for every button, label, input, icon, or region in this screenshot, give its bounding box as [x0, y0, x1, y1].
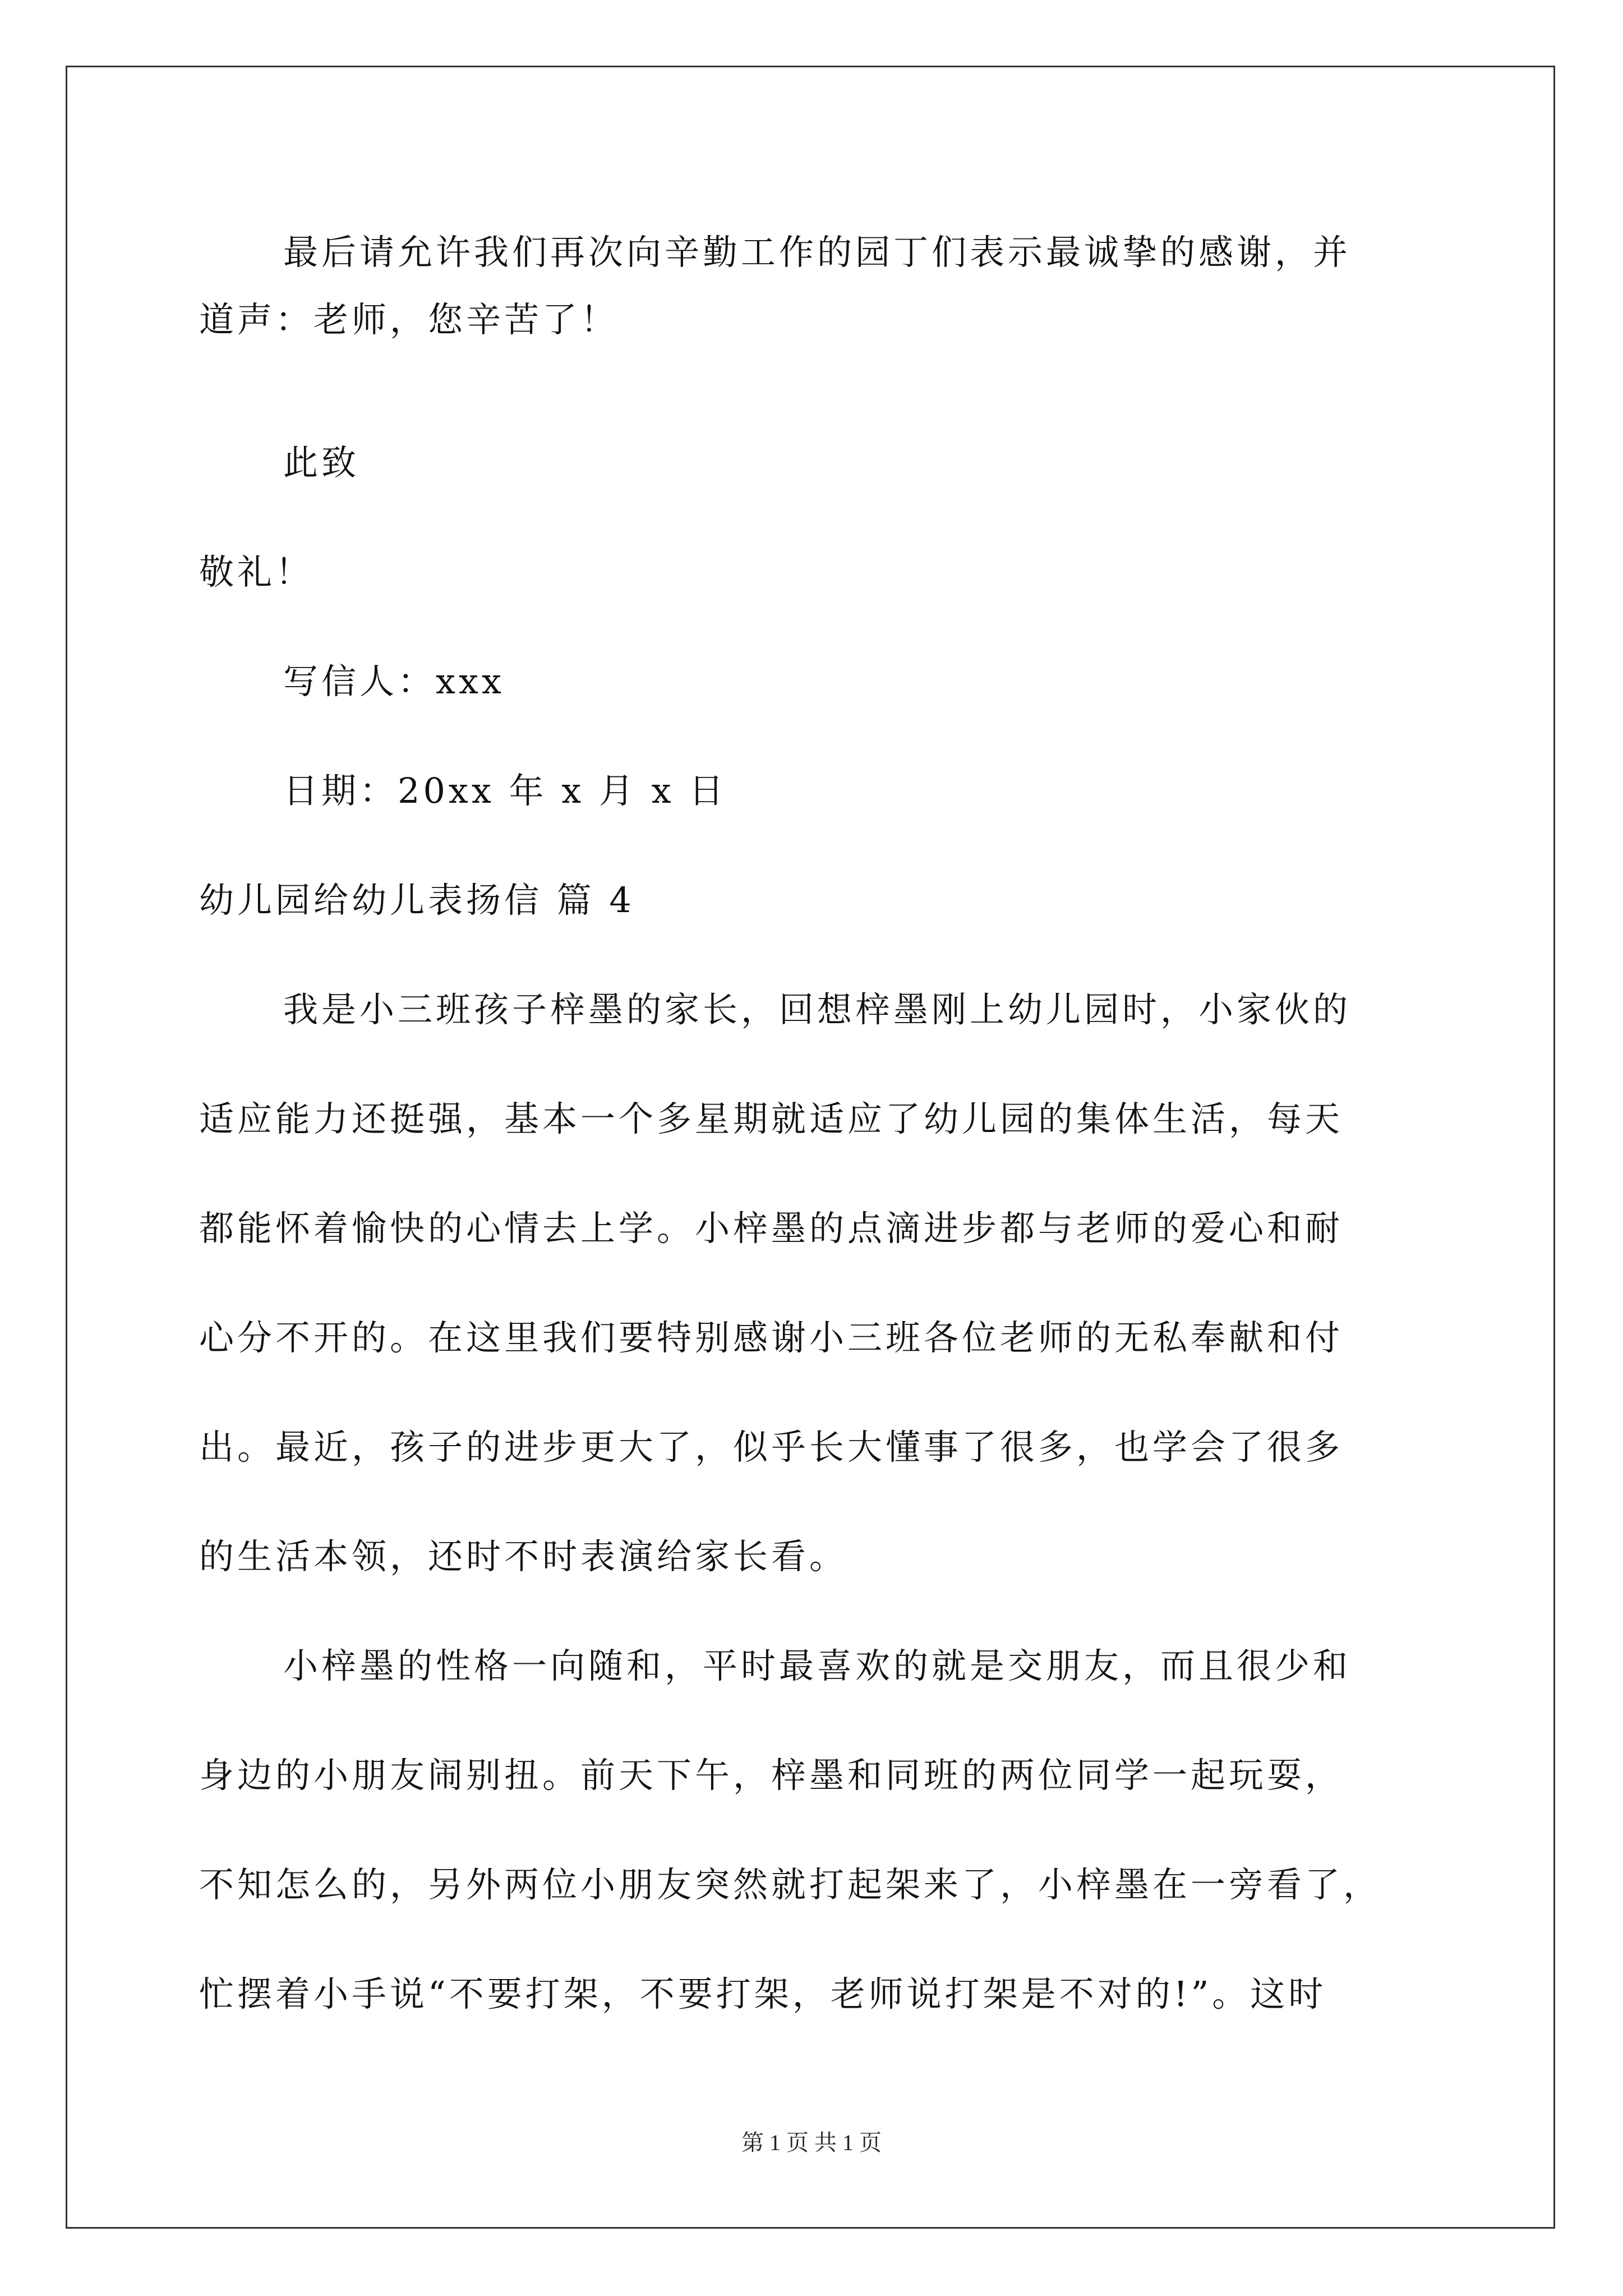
paragraph-line: 出。最近，孩子的进步更大了，似乎长大懂事了很多，也学会了很多 [199, 1427, 1344, 1467]
paragraph-line: 小梓墨的性格一向随和，平时最喜欢的就是交朋友，而且很少和 [283, 1645, 1352, 1686]
paragraph-line: 忙摆着小手说“不要打架，不要打架，老师说打架是不对的!”。这时 [199, 1973, 1327, 2014]
paragraph-line: 都能怀着愉快的心情去上学。小梓墨的点滴进步都与老师的爱心和耐 [199, 1208, 1344, 1249]
paragraph-line: 身边的小朋友闹别扭。前天下午，梓墨和同班的两位同学一起玩耍， [199, 1755, 1344, 1796]
signature-line: 写信人：xxx [283, 661, 505, 702]
salutation-line: 敬礼！ [199, 551, 314, 592]
paragraph-line: 最后请允许我们再次向辛勤工作的园丁们表示最诚挚的感谢，并 [283, 232, 1352, 273]
closing-line: 此致 [283, 442, 360, 483]
paragraph-line: 不知怎么的，另外两位小朋友突然就打起架来了，小梓墨在一旁看了， [199, 1864, 1382, 1905]
paragraph-line: 我是小三班孩子梓墨的家长，回想梓墨刚上幼儿园时，小家伙的 [283, 989, 1352, 1030]
paragraph-line: 道声：老师，您辛苦了！ [199, 299, 619, 340]
paragraph-line: 适应能力还挺强，基本一个多星期就适应了幼儿园的集体生活，每天 [199, 1098, 1344, 1139]
paragraph-line: 心分不开的。在这里我们要特别感谢小三班各位老师的无私奉献和付 [199, 1317, 1344, 1358]
paragraph-line: 的生活本领，还时不时表演给家长看。 [199, 1536, 848, 1577]
section-heading: 幼儿园给幼儿表扬信 篇 4 [199, 880, 635, 921]
date-line: 日期：20xx 年 x 月 x 日 [283, 770, 727, 811]
page-indicator: 第 1 页 共 1 页 [741, 2130, 882, 2155]
